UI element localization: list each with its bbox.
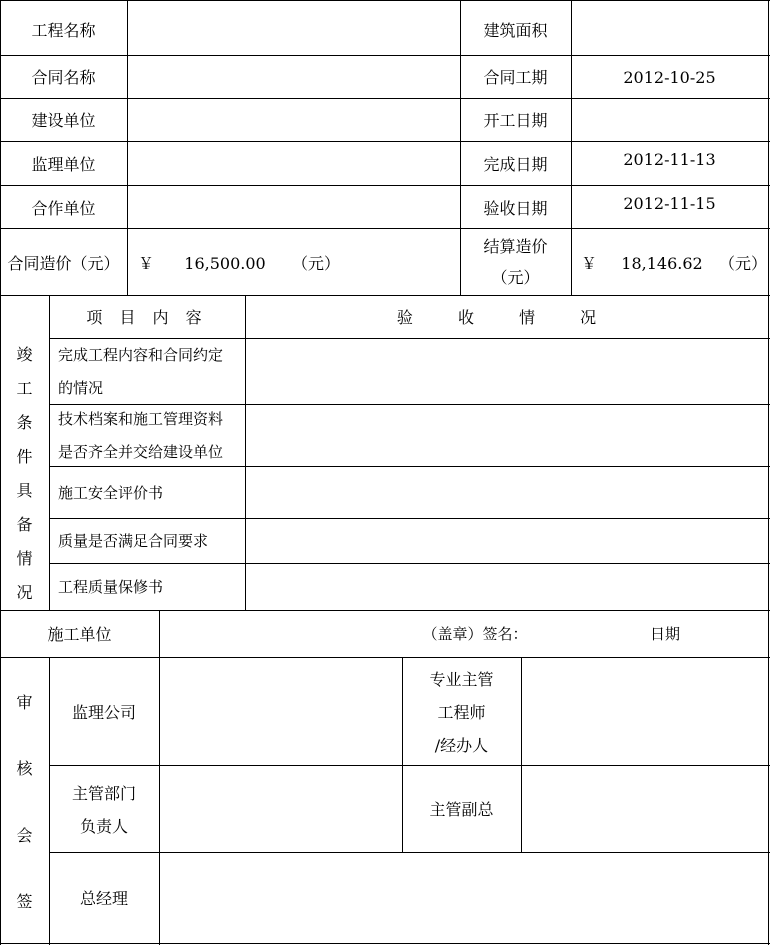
border-top	[0, 0, 770, 1]
section-char: 备	[16, 515, 33, 534]
section-char: 条	[16, 413, 33, 432]
section-char: 竣	[16, 345, 33, 364]
seal-sign-label: （盖章）签名：	[422, 625, 528, 643]
section-char: 审	[16, 693, 33, 713]
col-divider	[159, 610, 160, 945]
condition-item: 技术档案和施工管理资料 是否齐全并交给建设单位	[58, 410, 224, 461]
contract-price-yen: ￥	[137, 253, 154, 273]
partner-label: 合作单位	[31, 199, 96, 218]
date-label: 日期	[649, 625, 680, 643]
contract-price-value: 16,500.00	[184, 253, 266, 273]
general-manager-label: 总经理	[79, 889, 128, 908]
condition-item: 完成工程内容和合同约定 的情况	[58, 346, 224, 397]
settlement-price-value: 18,146.62	[621, 253, 703, 273]
acceptance-date-value: 2012-11-15	[623, 194, 716, 213]
item-content-header: 项 目 内 容	[86, 308, 208, 327]
acceptance-result-header: 验 收 情 况	[396, 308, 617, 327]
supervision-company-label: 监理公司	[71, 702, 136, 722]
settlement-price-unit: （元）	[718, 253, 767, 273]
contract-price-label: 合同造价（元）	[7, 253, 120, 273]
completion-conditions-label	[0, 338, 49, 610]
completion-date-label: 完成日期	[483, 155, 548, 174]
department-head-label: 主管部门 负责人	[71, 783, 136, 836]
section-char: 件	[16, 447, 33, 466]
section-char: 核	[16, 759, 33, 779]
review-signoff-label	[0, 670, 49, 935]
engineer-label: 专业主管 工程师 /经办人	[429, 669, 494, 755]
deputy-label: 主管副总	[429, 800, 494, 819]
section-char: 会	[16, 825, 33, 845]
section-char: 具	[16, 481, 33, 500]
section-char: 签	[16, 891, 33, 911]
contract-period-label: 合同工期	[483, 67, 548, 87]
contractor-label: 施工单位	[47, 625, 112, 644]
start-date-label: 开工日期	[483, 111, 548, 130]
condition-item: 质量是否满足合同要求	[58, 532, 209, 550]
completion-date-value: 2012-11-13	[623, 150, 716, 169]
project-name-label: 工程名称	[31, 20, 96, 40]
settlement-price-label: 结算造价 （元）	[483, 236, 548, 287]
contract-period-value: 2012-10-25	[623, 67, 716, 87]
acceptance-date-label: 验收日期	[483, 199, 548, 218]
section-char: 况	[16, 583, 33, 602]
settlement-price-yen: ￥	[580, 253, 597, 273]
contract-price-unit: （元）	[291, 253, 340, 273]
border-right	[768, 0, 769, 945]
contract-name-label: 合同名称	[31, 67, 96, 87]
col-divider	[127, 0, 128, 295]
section-char: 情	[16, 549, 33, 568]
condition-item: 施工安全评价书	[58, 483, 164, 502]
building-area-label: 建筑面积	[483, 20, 548, 40]
col-divider	[521, 657, 522, 852]
section-char: 工	[16, 379, 33, 398]
condition-item: 工程质量保修书	[58, 578, 164, 596]
supervisor-label: 监理单位	[31, 155, 96, 174]
builder-label: 建设单位	[31, 111, 96, 130]
